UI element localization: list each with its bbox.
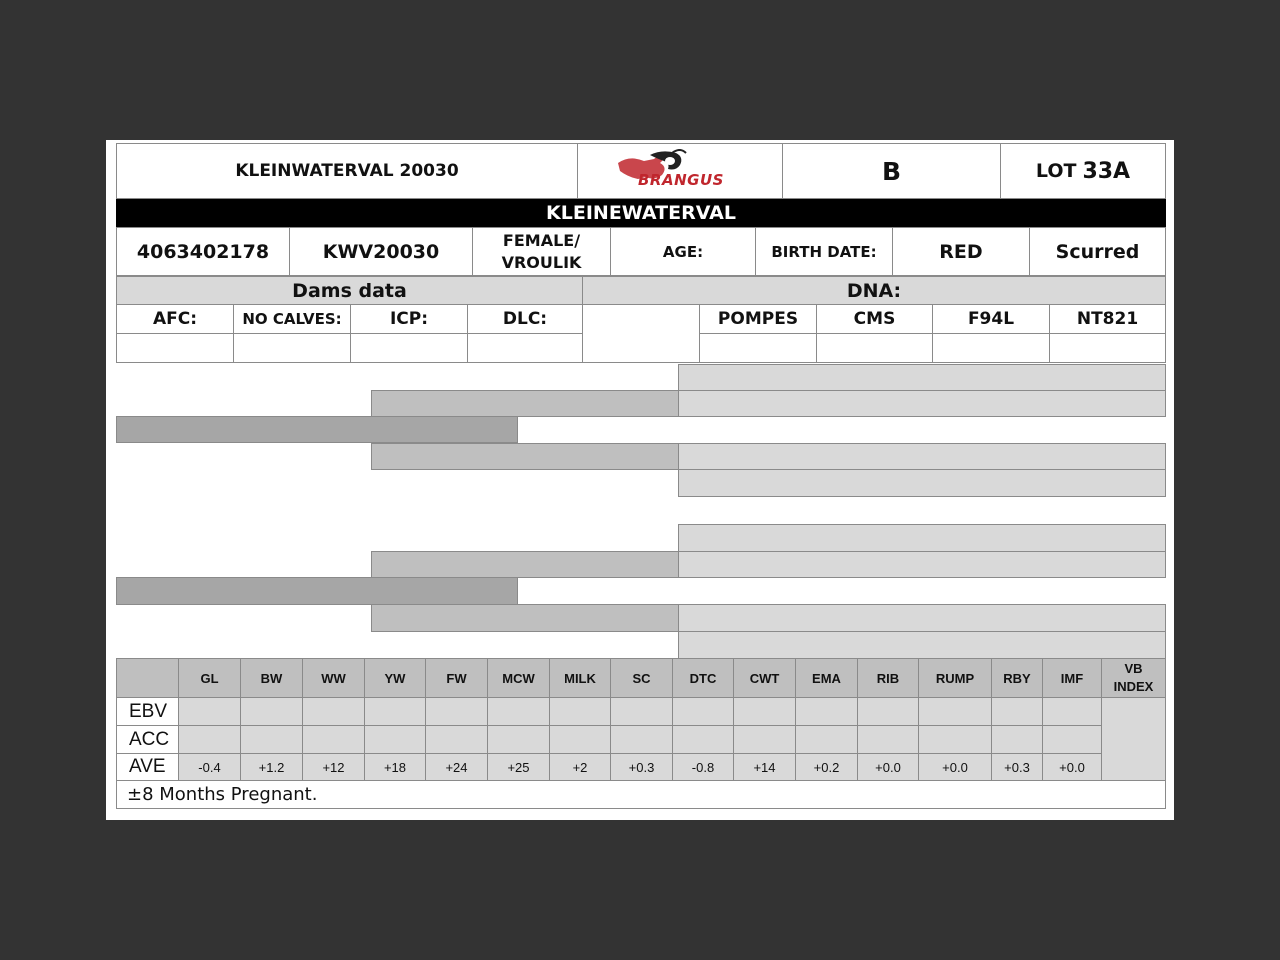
dams-value-no-calves bbox=[233, 333, 351, 363]
dna-col-nt821 bbox=[1049, 304, 1166, 334]
dams-col-label: AFC: bbox=[152, 309, 198, 329]
ebv-cell bbox=[240, 697, 303, 726]
ebv-header-gl bbox=[178, 658, 241, 698]
birth-date-label: BIRTH DATE: bbox=[771, 242, 877, 261]
grade-value: B bbox=[881, 156, 902, 186]
ebv-row-label: AVE bbox=[129, 756, 166, 777]
dna-col-label: CMS bbox=[853, 309, 896, 329]
ebv-header-label: RIB bbox=[876, 670, 900, 686]
age-label: AGE: bbox=[662, 242, 704, 261]
animal-name-cell bbox=[116, 143, 578, 199]
pedigree-ggd-2 bbox=[678, 551, 1166, 578]
pedigree-dam bbox=[116, 577, 518, 605]
ebv-header-yw bbox=[364, 658, 426, 698]
dna-blank-cell bbox=[582, 304, 700, 363]
acc-cell bbox=[487, 725, 550, 754]
ebv-header-ww bbox=[302, 658, 365, 698]
ave-cell: +0.0 bbox=[1042, 753, 1102, 781]
pedigree-ggd-1 bbox=[678, 524, 1166, 552]
animal-code: KWV20030 bbox=[322, 240, 440, 263]
pedigree-gs-1 bbox=[371, 390, 679, 417]
ebv-header-label: GL bbox=[200, 670, 219, 686]
acc-cell bbox=[549, 725, 611, 754]
acc-cell bbox=[240, 725, 303, 754]
dna-value-cms bbox=[816, 333, 933, 363]
pedigree-ggs-3 bbox=[678, 443, 1166, 470]
pedigree-gs-2 bbox=[371, 443, 679, 470]
ebv-cell bbox=[918, 697, 992, 726]
dna-col-pompes bbox=[699, 304, 817, 334]
ebv-row-label: ACC bbox=[129, 728, 170, 750]
dna-title: DNA: bbox=[846, 279, 902, 302]
ebv-cell bbox=[610, 697, 673, 726]
ave-cell: -0.4 bbox=[178, 753, 241, 781]
ave-cell: +0.3 bbox=[991, 753, 1043, 781]
acc-cell bbox=[733, 725, 796, 754]
id-number-cell bbox=[116, 227, 290, 276]
dams-col-no-calves bbox=[233, 304, 351, 334]
lot-card bbox=[106, 140, 1174, 820]
dams-value-afc bbox=[116, 333, 234, 363]
notes-cell bbox=[116, 780, 1166, 809]
ebv-header-imf bbox=[1042, 658, 1102, 698]
acc-cell bbox=[425, 725, 488, 754]
color-cell bbox=[892, 227, 1030, 276]
breeder-name: KLEINEWATERVAL bbox=[546, 202, 736, 224]
ebv-row-label-ave bbox=[116, 753, 179, 781]
ebv-cell bbox=[302, 697, 365, 726]
ebv-cell bbox=[178, 697, 241, 726]
sex-label: FEMALE/ VROULIK bbox=[501, 230, 582, 272]
ebv-corner-cell bbox=[116, 658, 179, 698]
ebv-index-label: VB INDEX bbox=[1113, 661, 1154, 694]
ebv-row-label: EBV bbox=[129, 700, 168, 722]
lot-prefix: LOT bbox=[1035, 160, 1077, 182]
ebv-header-rump bbox=[918, 658, 992, 698]
ebv-header-sc bbox=[610, 658, 673, 698]
dna-title-cell bbox=[582, 276, 1166, 305]
ebv-header-dtc bbox=[672, 658, 734, 698]
ebv-cell bbox=[991, 697, 1043, 726]
dna-value-f94l bbox=[932, 333, 1050, 363]
ebv-cell bbox=[857, 697, 919, 726]
ebv-header-rby bbox=[991, 658, 1043, 698]
ebv-row-label-ebv bbox=[116, 697, 179, 726]
ebv-header-label: CWT bbox=[749, 670, 780, 686]
dna-col-label: F94L bbox=[967, 309, 1015, 329]
ebv-header-label: BW bbox=[260, 670, 283, 686]
notes-text: ±8 Months Pregnant. bbox=[127, 784, 318, 805]
dams-title: Dams data bbox=[292, 279, 407, 302]
dna-col-label: NT821 bbox=[1076, 309, 1139, 329]
vb-index-value bbox=[1101, 697, 1166, 781]
ebv-header-label: EMA bbox=[812, 670, 841, 686]
ebv-cell bbox=[549, 697, 611, 726]
brangus-logo bbox=[610, 149, 750, 193]
pedigree-gd-1 bbox=[371, 551, 679, 578]
ebv-row-label-acc bbox=[116, 725, 179, 754]
ebv-header-mcw bbox=[487, 658, 550, 698]
dams-value-icp bbox=[350, 333, 468, 363]
dams-col-dlc bbox=[467, 304, 583, 334]
grade-cell bbox=[782, 143, 1001, 199]
sex-cell bbox=[472, 227, 611, 276]
ave-cell: +0.0 bbox=[857, 753, 919, 781]
ebv-header-fw bbox=[425, 658, 488, 698]
code-cell bbox=[289, 227, 473, 276]
ebv-cell bbox=[425, 697, 488, 726]
age-cell bbox=[610, 227, 756, 276]
dna-col-f94l bbox=[932, 304, 1050, 334]
ebv-cell bbox=[1042, 697, 1102, 726]
acc-cell bbox=[672, 725, 734, 754]
ebv-header-label: IMF bbox=[1060, 670, 1084, 686]
dna-value-pompes bbox=[699, 333, 817, 363]
pedigree-gd-2 bbox=[371, 604, 679, 632]
color-value: RED bbox=[939, 240, 983, 263]
dams-col-label: NO CALVES: bbox=[242, 310, 342, 328]
dams-col-label: DLC: bbox=[502, 309, 548, 329]
horn-value: Scurred bbox=[1055, 240, 1140, 263]
ebv-header-label: WW bbox=[321, 670, 346, 686]
acc-cell bbox=[610, 725, 673, 754]
logo-cell bbox=[577, 143, 783, 199]
acc-cell bbox=[364, 725, 426, 754]
ebv-header-label: YW bbox=[384, 670, 406, 686]
ave-cell: +18 bbox=[364, 753, 426, 781]
ebv-header-label: DTC bbox=[689, 670, 717, 686]
horn-cell bbox=[1029, 227, 1166, 276]
ebv-header-label: SC bbox=[632, 670, 651, 686]
ebv-cell bbox=[795, 697, 858, 726]
ave-cell: +2 bbox=[549, 753, 611, 781]
ave-cell: +24 bbox=[425, 753, 488, 781]
birth-date-cell bbox=[755, 227, 893, 276]
ebv-header-bw bbox=[240, 658, 303, 698]
dams-value-dlc bbox=[467, 333, 583, 363]
ebv-cell bbox=[364, 697, 426, 726]
pedigree-ggd-3 bbox=[678, 604, 1166, 632]
ave-cell: +25 bbox=[487, 753, 550, 781]
lot-cell bbox=[1000, 143, 1166, 199]
acc-cell bbox=[857, 725, 919, 754]
ebv-header-cwt bbox=[733, 658, 796, 698]
ave-cell: +0.0 bbox=[918, 753, 992, 781]
acc-cell bbox=[795, 725, 858, 754]
pedigree-ggs-2 bbox=[678, 390, 1166, 417]
pedigree-ggs-4 bbox=[678, 469, 1166, 497]
ebv-cell bbox=[487, 697, 550, 726]
pedigree-ggs-1 bbox=[678, 364, 1166, 391]
ebv-header-label: MILK bbox=[564, 670, 596, 686]
dna-col-cms bbox=[816, 304, 933, 334]
acc-cell bbox=[991, 725, 1043, 754]
acc-cell bbox=[918, 725, 992, 754]
ebv-header-label: MCW bbox=[502, 670, 535, 686]
ebv-header-label: RUMP bbox=[935, 670, 975, 686]
ebv-header-vb-index bbox=[1101, 658, 1166, 698]
breeder-bar bbox=[116, 199, 1166, 227]
animal-name: KLEINWATERVAL 20030 bbox=[235, 161, 459, 181]
dams-col-label: ICP: bbox=[389, 309, 429, 329]
pedigree-sire bbox=[116, 416, 518, 443]
dna-col-label: POMPES bbox=[717, 309, 799, 329]
ave-cell: +1.2 bbox=[240, 753, 303, 781]
acc-cell bbox=[178, 725, 241, 754]
dna-value-nt821 bbox=[1049, 333, 1166, 363]
ebv-header-milk bbox=[549, 658, 611, 698]
ebv-header-label: RBY bbox=[1003, 670, 1031, 686]
ebv-header-ema bbox=[795, 658, 858, 698]
ave-cell: -0.8 bbox=[672, 753, 734, 781]
id-number: 4063402178 bbox=[136, 240, 270, 263]
ave-cell: +0.3 bbox=[610, 753, 673, 781]
dams-col-afc bbox=[116, 304, 234, 334]
dams-col-icp bbox=[350, 304, 468, 334]
logo-text: BRANGUS bbox=[638, 171, 724, 189]
ave-cell: +0.2 bbox=[795, 753, 858, 781]
acc-cell bbox=[1042, 725, 1102, 754]
ave-cell: +14 bbox=[733, 753, 796, 781]
dams-title-cell bbox=[116, 276, 583, 305]
pedigree-ggd-4 bbox=[678, 631, 1166, 659]
ebv-header-label: FW bbox=[446, 670, 467, 686]
ebv-cell bbox=[733, 697, 796, 726]
lot-number: 33A bbox=[1082, 158, 1131, 184]
ebv-cell bbox=[672, 697, 734, 726]
ebv-header-rib bbox=[857, 658, 919, 698]
ave-cell: +12 bbox=[302, 753, 365, 781]
acc-cell bbox=[302, 725, 365, 754]
